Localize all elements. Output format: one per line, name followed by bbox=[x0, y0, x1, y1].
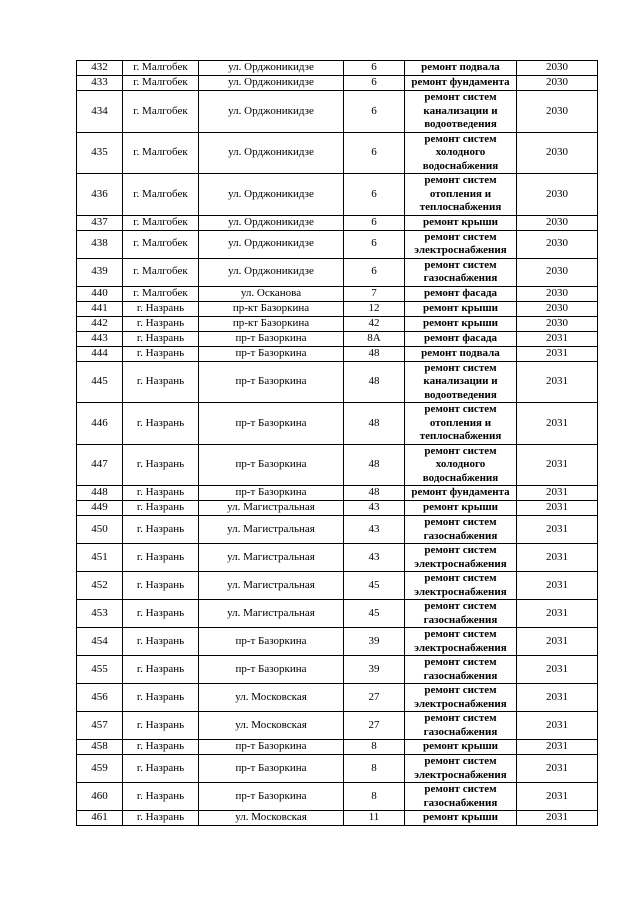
work-type-cell: ремонт подвала bbox=[405, 346, 517, 361]
row-number-cell: 444 bbox=[77, 346, 123, 361]
city-cell: г. Малгобек bbox=[123, 286, 199, 301]
street-cell: пр-т Базоркина bbox=[199, 486, 344, 501]
work-type-cell: ремонт систем канализации и водоотведения bbox=[405, 91, 517, 133]
work-type-cell: ремонт систем газоснабжения bbox=[405, 258, 517, 286]
table-row bbox=[77, 684, 598, 712]
table-row bbox=[77, 230, 598, 258]
year-cell: 2030 bbox=[517, 301, 598, 316]
row-number-cell: 433 bbox=[77, 76, 123, 91]
row-number-cell: 443 bbox=[77, 331, 123, 346]
table-row bbox=[77, 132, 598, 174]
house-number-cell: 45 bbox=[344, 600, 405, 628]
street-cell: пр-т Базоркина bbox=[199, 361, 344, 403]
year-cell: 2030 bbox=[517, 61, 598, 76]
house-number-cell: 48 bbox=[344, 486, 405, 501]
city-cell: г. Назрань bbox=[123, 516, 199, 544]
table-row bbox=[77, 258, 598, 286]
work-type-cell: ремонт фундамента bbox=[405, 486, 517, 501]
table-row bbox=[77, 331, 598, 346]
city-cell: г. Малгобек bbox=[123, 61, 199, 76]
city-cell: г. Назрань bbox=[123, 783, 199, 811]
year-cell: 2031 bbox=[517, 628, 598, 656]
city-cell: г. Малгобек bbox=[123, 215, 199, 230]
year-cell: 2030 bbox=[517, 316, 598, 331]
house-number-cell: 6 bbox=[344, 76, 405, 91]
house-number-cell: 11 bbox=[344, 811, 405, 826]
table-body bbox=[77, 61, 598, 826]
work-type-cell: ремонт систем электроснабжения bbox=[405, 628, 517, 656]
year-cell: 2031 bbox=[517, 572, 598, 600]
street-cell: ул. Орджоникидзе bbox=[199, 76, 344, 91]
city-cell: г. Назрань bbox=[123, 301, 199, 316]
work-type-cell: ремонт систем холодного водоснабжения bbox=[405, 444, 517, 486]
work-type-cell: ремонт систем газоснабжения bbox=[405, 783, 517, 811]
year-cell: 2030 bbox=[517, 258, 598, 286]
city-cell: г. Малгобек bbox=[123, 230, 199, 258]
year-cell: 2031 bbox=[517, 544, 598, 572]
city-cell: г. Малгобек bbox=[123, 174, 199, 216]
house-number-cell: 39 bbox=[344, 656, 405, 684]
table-row bbox=[77, 286, 598, 301]
table-row bbox=[77, 486, 598, 501]
city-cell: г. Малгобек bbox=[123, 91, 199, 133]
work-type-cell: ремонт систем газоснабжения bbox=[405, 600, 517, 628]
city-cell: г. Малгобек bbox=[123, 258, 199, 286]
year-cell: 2031 bbox=[517, 811, 598, 826]
year-cell: 2031 bbox=[517, 346, 598, 361]
street-cell: ул. Московская bbox=[199, 811, 344, 826]
street-cell: ул. Орджоникидзе bbox=[199, 258, 344, 286]
house-number-cell: 6 bbox=[344, 258, 405, 286]
work-type-cell: ремонт систем отопления и теплоснабжения bbox=[405, 403, 517, 445]
work-type-cell: ремонт крыши bbox=[405, 316, 517, 331]
table-row bbox=[77, 516, 598, 544]
year-cell: 2031 bbox=[517, 361, 598, 403]
year-cell: 2031 bbox=[517, 331, 598, 346]
house-number-cell: 43 bbox=[344, 544, 405, 572]
work-type-cell: ремонт фундамента bbox=[405, 76, 517, 91]
house-number-cell: 8 bbox=[344, 783, 405, 811]
year-cell: 2031 bbox=[517, 684, 598, 712]
city-cell: г. Назрань bbox=[123, 600, 199, 628]
street-cell: пр-т Базоркина bbox=[199, 755, 344, 783]
city-cell: г. Назрань bbox=[123, 346, 199, 361]
year-cell: 2031 bbox=[517, 712, 598, 740]
street-cell: ул. Московская bbox=[199, 684, 344, 712]
house-number-cell: 48 bbox=[344, 403, 405, 445]
row-number-cell: 452 bbox=[77, 572, 123, 600]
city-cell: г. Назрань bbox=[123, 486, 199, 501]
city-cell: г. Назрань bbox=[123, 403, 199, 445]
row-number-cell: 448 bbox=[77, 486, 123, 501]
row-number-cell: 460 bbox=[77, 783, 123, 811]
row-number-cell: 453 bbox=[77, 600, 123, 628]
street-cell: ул. Магистральная bbox=[199, 600, 344, 628]
house-number-cell: 6 bbox=[344, 61, 405, 76]
city-cell: г. Назрань bbox=[123, 331, 199, 346]
row-number-cell: 451 bbox=[77, 544, 123, 572]
street-cell: ул. Орджоникидзе bbox=[199, 91, 344, 133]
table-row bbox=[77, 444, 598, 486]
street-cell: пр-т Базоркина bbox=[199, 628, 344, 656]
street-cell: пр-т Базоркина bbox=[199, 331, 344, 346]
house-number-cell: 45 bbox=[344, 572, 405, 600]
year-cell: 2030 bbox=[517, 91, 598, 133]
repair-schedule-table bbox=[76, 60, 598, 826]
city-cell: г. Назрань bbox=[123, 811, 199, 826]
year-cell: 2031 bbox=[517, 783, 598, 811]
table-row bbox=[77, 91, 598, 133]
table-row bbox=[77, 76, 598, 91]
year-cell: 2031 bbox=[517, 516, 598, 544]
house-number-cell: 6 bbox=[344, 132, 405, 174]
work-type-cell: ремонт систем холодного водоснабжения bbox=[405, 132, 517, 174]
year-cell: 2030 bbox=[517, 286, 598, 301]
row-number-cell: 441 bbox=[77, 301, 123, 316]
table-row bbox=[77, 712, 598, 740]
table-row bbox=[77, 572, 598, 600]
house-number-cell: 48 bbox=[344, 444, 405, 486]
table-row bbox=[77, 301, 598, 316]
table-row bbox=[77, 361, 598, 403]
house-number-cell: 48 bbox=[344, 346, 405, 361]
table-row bbox=[77, 346, 598, 361]
street-cell: ул. Орджоникидзе bbox=[199, 230, 344, 258]
city-cell: г. Назрань bbox=[123, 501, 199, 516]
city-cell: г. Назрань bbox=[123, 572, 199, 600]
city-cell: г. Малгобек bbox=[123, 132, 199, 174]
street-cell: ул. Магистральная bbox=[199, 501, 344, 516]
house-number-cell: 7 bbox=[344, 286, 405, 301]
house-number-cell: 6 bbox=[344, 230, 405, 258]
street-cell: ул. Магистральная bbox=[199, 572, 344, 600]
house-number-cell: 39 bbox=[344, 628, 405, 656]
street-cell: ул. Московская bbox=[199, 712, 344, 740]
street-cell: ул. Магистральная bbox=[199, 516, 344, 544]
work-type-cell: ремонт крыши bbox=[405, 811, 517, 826]
row-number-cell: 449 bbox=[77, 501, 123, 516]
row-number-cell: 456 bbox=[77, 684, 123, 712]
work-type-cell: ремонт систем газоснабжения bbox=[405, 712, 517, 740]
house-number-cell: 8А bbox=[344, 331, 405, 346]
house-number-cell: 43 bbox=[344, 501, 405, 516]
work-type-cell: ремонт систем газоснабжения bbox=[405, 516, 517, 544]
work-type-cell: ремонт крыши bbox=[405, 501, 517, 516]
table-row bbox=[77, 61, 598, 76]
street-cell: пр-кт Базоркина bbox=[199, 316, 344, 331]
year-cell: 2031 bbox=[517, 600, 598, 628]
table-row bbox=[77, 501, 598, 516]
street-cell: пр-т Базоркина bbox=[199, 403, 344, 445]
house-number-cell: 6 bbox=[344, 91, 405, 133]
street-cell: ул. Магистральная bbox=[199, 544, 344, 572]
work-type-cell: ремонт подвала bbox=[405, 61, 517, 76]
house-number-cell: 27 bbox=[344, 684, 405, 712]
city-cell: г. Назрань bbox=[123, 755, 199, 783]
year-cell: 2031 bbox=[517, 501, 598, 516]
row-number-cell: 455 bbox=[77, 656, 123, 684]
house-number-cell: 43 bbox=[344, 516, 405, 544]
street-cell: ул. Орджоникидзе bbox=[199, 132, 344, 174]
city-cell: г. Назрань bbox=[123, 544, 199, 572]
city-cell: г. Назрань bbox=[123, 316, 199, 331]
row-number-cell: 461 bbox=[77, 811, 123, 826]
work-type-cell: ремонт систем электроснабжения bbox=[405, 544, 517, 572]
row-number-cell: 438 bbox=[77, 230, 123, 258]
city-cell: г. Назрань bbox=[123, 684, 199, 712]
year-cell: 2030 bbox=[517, 215, 598, 230]
row-number-cell: 436 bbox=[77, 174, 123, 216]
street-cell: пр-кт Базоркина bbox=[199, 301, 344, 316]
street-cell: пр-т Базоркина bbox=[199, 656, 344, 684]
work-type-cell: ремонт систем электроснабжения bbox=[405, 572, 517, 600]
row-number-cell: 440 bbox=[77, 286, 123, 301]
year-cell: 2031 bbox=[517, 444, 598, 486]
row-number-cell: 435 bbox=[77, 132, 123, 174]
work-type-cell: ремонт фасада bbox=[405, 331, 517, 346]
street-cell: ул. Орджоникидзе bbox=[199, 215, 344, 230]
table-row bbox=[77, 628, 598, 656]
house-number-cell: 42 bbox=[344, 316, 405, 331]
table-row bbox=[77, 544, 598, 572]
table-row bbox=[77, 215, 598, 230]
row-number-cell: 437 bbox=[77, 215, 123, 230]
year-cell: 2031 bbox=[517, 656, 598, 684]
work-type-cell: ремонт систем газоснабжения bbox=[405, 656, 517, 684]
row-number-cell: 442 bbox=[77, 316, 123, 331]
row-number-cell: 450 bbox=[77, 516, 123, 544]
row-number-cell: 432 bbox=[77, 61, 123, 76]
house-number-cell: 12 bbox=[344, 301, 405, 316]
house-number-cell: 8 bbox=[344, 755, 405, 783]
work-type-cell: ремонт систем электроснабжения bbox=[405, 230, 517, 258]
house-number-cell: 8 bbox=[344, 740, 405, 755]
street-cell: пр-т Базоркина bbox=[199, 783, 344, 811]
street-cell: пр-т Базоркина bbox=[199, 346, 344, 361]
table-row bbox=[77, 316, 598, 331]
year-cell: 2030 bbox=[517, 174, 598, 216]
house-number-cell: 27 bbox=[344, 712, 405, 740]
year-cell: 2030 bbox=[517, 76, 598, 91]
table-row bbox=[77, 740, 598, 755]
work-type-cell: ремонт систем электроснабжения bbox=[405, 684, 517, 712]
table-row bbox=[77, 600, 598, 628]
street-cell: ул. Орджоникидзе bbox=[199, 174, 344, 216]
table-row bbox=[77, 174, 598, 216]
house-number-cell: 6 bbox=[344, 215, 405, 230]
city-cell: г. Назрань bbox=[123, 712, 199, 740]
year-cell: 2031 bbox=[517, 740, 598, 755]
house-number-cell: 6 bbox=[344, 174, 405, 216]
year-cell: 2031 bbox=[517, 755, 598, 783]
row-number-cell: 447 bbox=[77, 444, 123, 486]
city-cell: г. Назрань bbox=[123, 444, 199, 486]
city-cell: г. Назрань bbox=[123, 656, 199, 684]
work-type-cell: ремонт крыши bbox=[405, 740, 517, 755]
city-cell: г. Малгобек bbox=[123, 76, 199, 91]
city-cell: г. Назрань bbox=[123, 628, 199, 656]
row-number-cell: 458 bbox=[77, 740, 123, 755]
street-cell: пр-т Базоркина bbox=[199, 444, 344, 486]
row-number-cell: 434 bbox=[77, 91, 123, 133]
street-cell: ул. Орджоникидзе bbox=[199, 61, 344, 76]
table-row bbox=[77, 755, 598, 783]
street-cell: ул. Осканова bbox=[199, 286, 344, 301]
table-row bbox=[77, 783, 598, 811]
row-number-cell: 454 bbox=[77, 628, 123, 656]
street-cell: пр-т Базоркина bbox=[199, 740, 344, 755]
year-cell: 2030 bbox=[517, 230, 598, 258]
work-type-cell: ремонт систем канализации и водоотведения bbox=[405, 361, 517, 403]
year-cell: 2030 bbox=[517, 132, 598, 174]
work-type-cell: ремонт систем электроснабжения bbox=[405, 755, 517, 783]
year-cell: 2031 bbox=[517, 403, 598, 445]
table-row bbox=[77, 403, 598, 445]
house-number-cell: 48 bbox=[344, 361, 405, 403]
row-number-cell: 445 bbox=[77, 361, 123, 403]
work-type-cell: ремонт систем отопления и теплоснабжения bbox=[405, 174, 517, 216]
year-cell: 2031 bbox=[517, 486, 598, 501]
row-number-cell: 446 bbox=[77, 403, 123, 445]
city-cell: г. Назрань bbox=[123, 740, 199, 755]
work-type-cell: ремонт фасада bbox=[405, 286, 517, 301]
row-number-cell: 457 bbox=[77, 712, 123, 740]
work-type-cell: ремонт крыши bbox=[405, 215, 517, 230]
work-type-cell: ремонт крыши bbox=[405, 301, 517, 316]
row-number-cell: 459 bbox=[77, 755, 123, 783]
city-cell: г. Назрань bbox=[123, 361, 199, 403]
row-number-cell: 439 bbox=[77, 258, 123, 286]
table-row bbox=[77, 656, 598, 684]
table-row bbox=[77, 811, 598, 826]
